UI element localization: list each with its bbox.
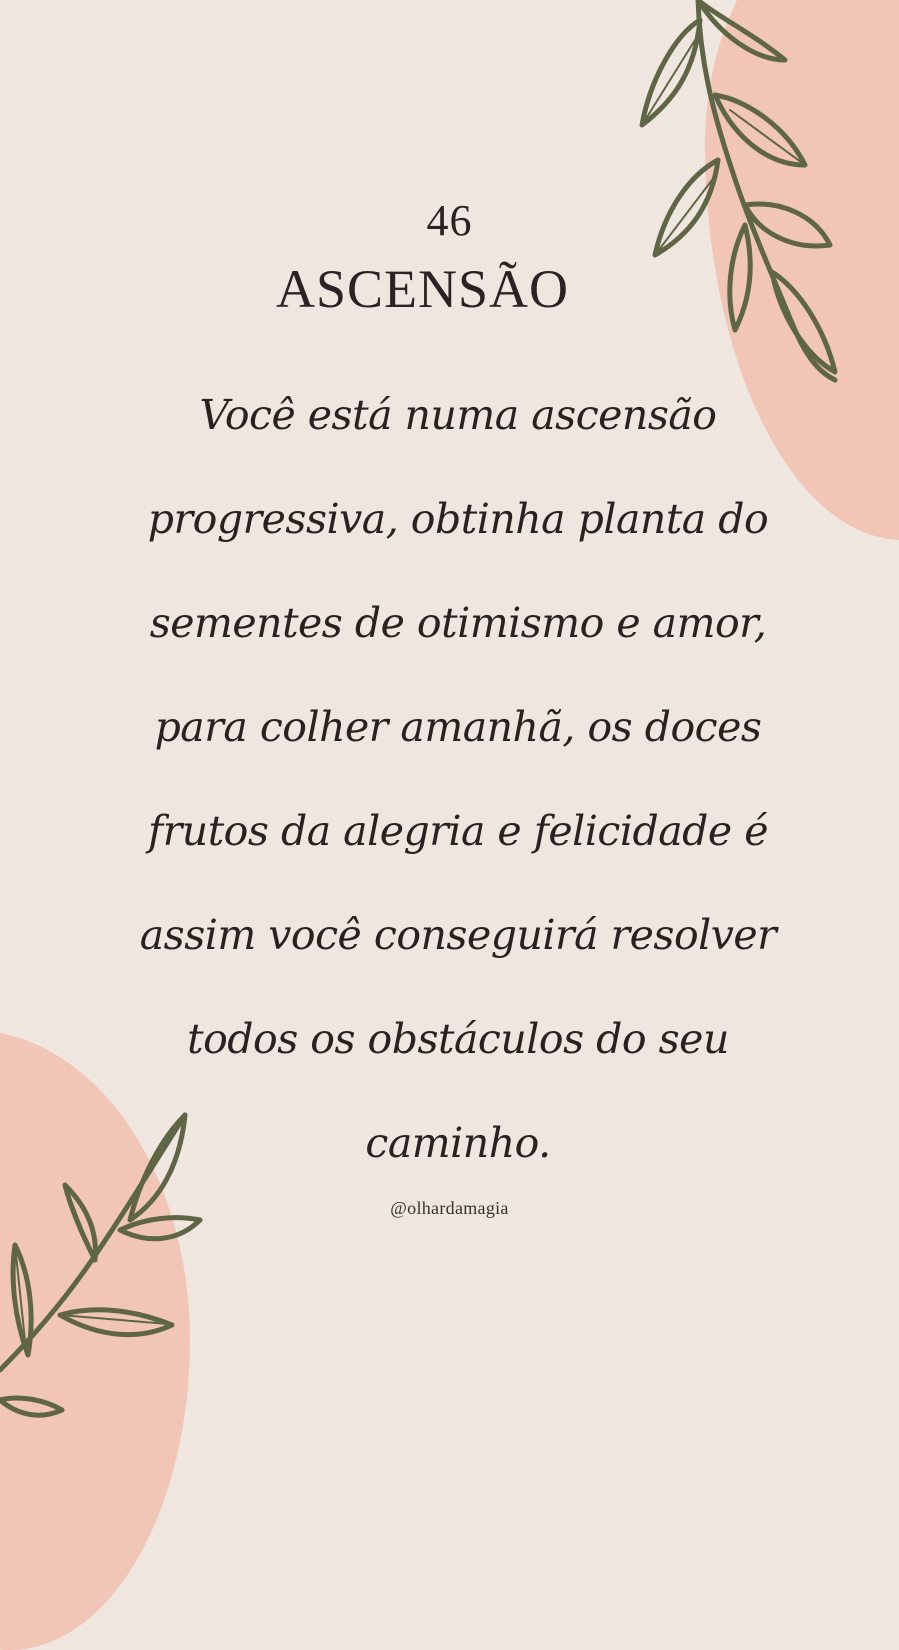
message-line: todos os obstáculos do seu: [187, 1015, 729, 1063]
message-line: para colher amanhã, os doces: [154, 703, 762, 751]
card-number: 46: [426, 196, 473, 245]
message-line: assim você conseguirá resolver: [139, 911, 777, 959]
message-line: frutos da alegria e felicidade é: [148, 807, 768, 855]
message-line: Você está numa ascensão: [199, 391, 717, 439]
instagram-handle: @olhardamagia: [390, 1198, 509, 1218]
message-line: sementes de otimismo e amor,: [149, 599, 767, 647]
message-line: caminho.: [365, 1119, 551, 1167]
message-line: progressiva, obtinha planta do: [147, 495, 769, 543]
card-title: ASCENSÃO: [275, 259, 570, 319]
card-message: [78, 363, 838, 1195]
